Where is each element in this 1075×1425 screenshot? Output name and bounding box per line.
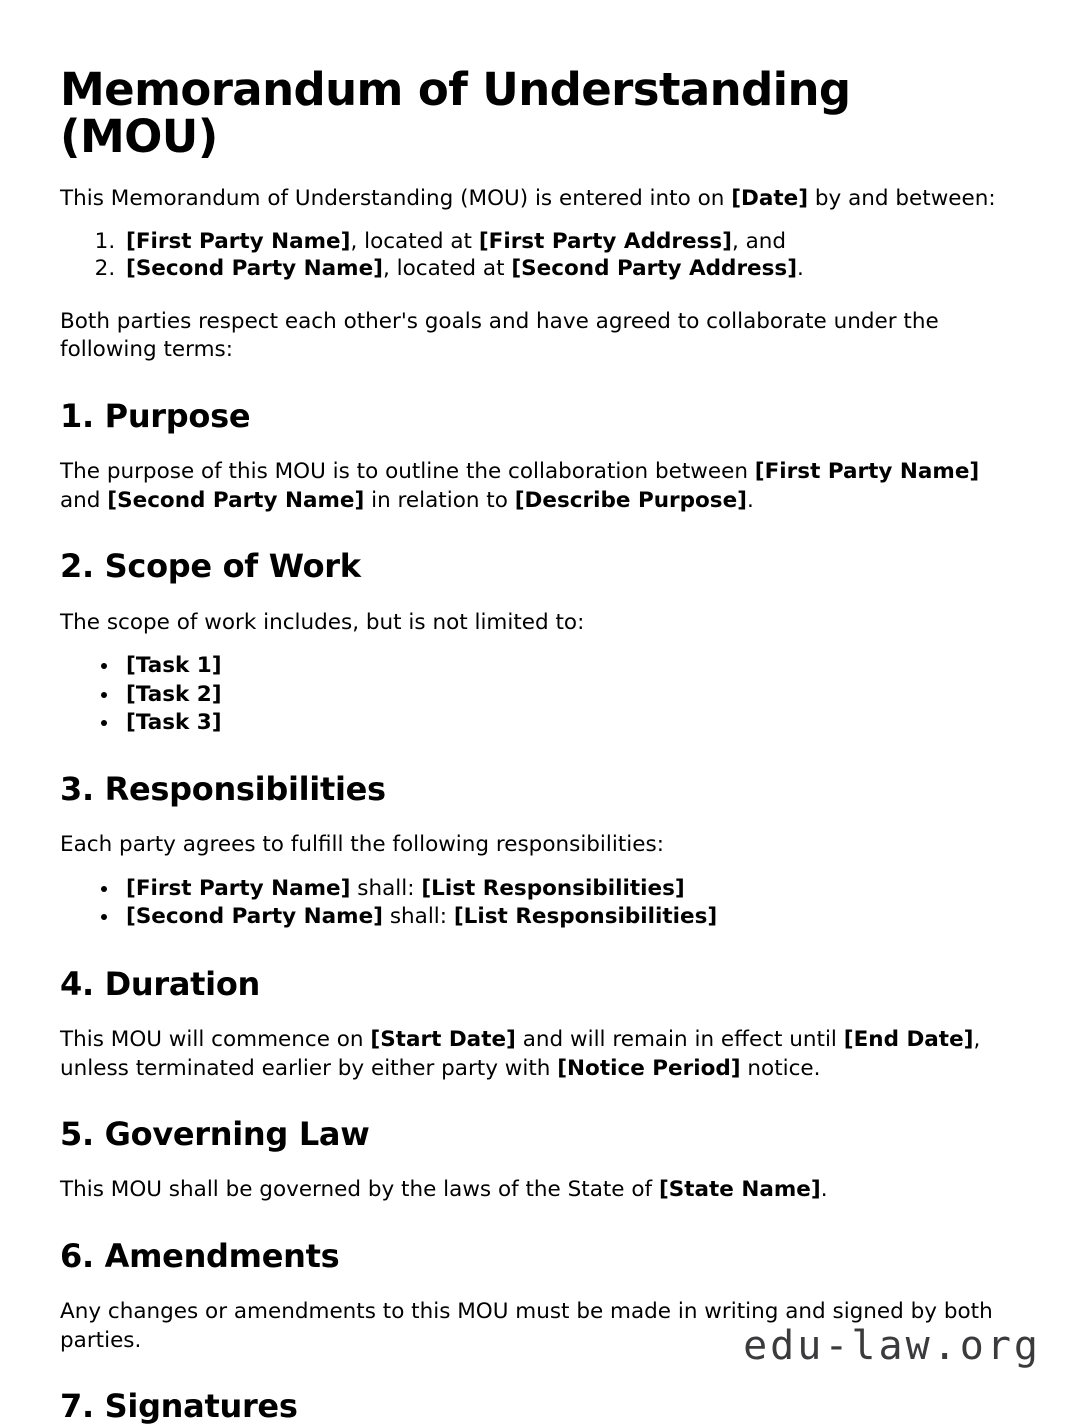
intro-text-before-date: This Memorandum of Understanding (MOU) is entered into on	[60, 185, 732, 211]
task-placeholder: [Task 3]	[126, 709, 222, 735]
scope-lead-paragraph: The scope of work includes, but is not limited to:	[60, 609, 585, 635]
section-heading-responsibilities: 3. Responsibilities	[60, 770, 386, 809]
party-name: [First Party Name]	[126, 876, 351, 902]
responsibilities-list	[60, 860, 1012, 930]
date-placeholder: [Date]	[731, 185, 809, 211]
governing-law-text-2: .	[820, 1177, 828, 1203]
shall-text: shall:	[350, 876, 422, 902]
list-item	[122, 229, 1012, 254]
section-heading-signatures: 7. Signatures	[60, 1387, 298, 1425]
site-watermark: edu-law.org	[743, 1323, 1041, 1369]
list-item	[120, 682, 1012, 707]
party-located-at: , located at	[382, 256, 512, 282]
duration-text-1: This MOU will commence on	[60, 1026, 371, 1052]
describe-purpose-placeholder: [Describe Purpose]	[514, 487, 747, 513]
party-name: [Second Party Name]	[126, 256, 383, 282]
party-address: [Second Party Address]	[511, 256, 798, 282]
scope-task-list	[60, 637, 1012, 735]
end-date-placeholder: [End Date]	[843, 1026, 974, 1052]
amendments-paragraph: Any changes or amendments to this MOU must be made in writing and signed by both parties.	[60, 1299, 993, 1353]
party-name: [First Party Name]	[126, 229, 351, 255]
purpose-text-2: and	[60, 487, 108, 513]
section-heading-scope-of-work: 2. Scope of Work	[60, 547, 361, 586]
responsibilities-lead-paragraph: Each party agrees to fulfill the following responsibilities:	[60, 832, 664, 858]
first-party-placeholder: [First Party Name]	[754, 459, 980, 485]
shall-text: shall:	[382, 904, 454, 930]
document-page	[60, 0, 1012, 1424]
duration-text-3: , unless terminated earlier by either party with	[60, 1026, 981, 1081]
intro-paragraph	[60, 161, 1012, 214]
list-item	[120, 904, 1012, 929]
start-date-placeholder: [Start Date]	[370, 1026, 516, 1052]
party-located-at: , located at	[350, 229, 479, 255]
parties-list	[60, 213, 1012, 282]
list-item	[120, 653, 1012, 678]
party-suffix: , and	[731, 229, 787, 255]
section-heading-purpose: 1. Purpose	[60, 397, 251, 435]
preamble-paragraph: Both parties respect each other's goals and have agreed to collaborate under the following terms:	[60, 308, 939, 363]
party-address: [First Party Address]	[478, 229, 732, 255]
list-item	[122, 256, 1012, 281]
purpose-text-1: The purpose of this MOU is to outline the collaboration between	[60, 459, 755, 485]
section-heading-duration: 4. Duration	[60, 964, 261, 1003]
governing-law-paragraph	[60, 1152, 1012, 1205]
list-item	[120, 876, 1012, 901]
governing-law-text-1: This MOU shall be governed by the laws of the State of	[60, 1177, 659, 1203]
section-heading-governing-law: 5. Governing Law	[60, 1115, 370, 1154]
section-heading-amendments: 6. Amendments	[60, 1236, 340, 1275]
purpose-paragraph	[60, 434, 1012, 515]
purpose-text-4: .	[747, 487, 754, 513]
party-name: [Second Party Name]	[126, 904, 383, 930]
duration-text-4: notice.	[740, 1055, 821, 1081]
party-suffix: .	[797, 256, 804, 282]
responsibilities-placeholder: [List Responsibilities]	[453, 904, 718, 930]
duration-text-2: and will remain in effect until	[515, 1026, 844, 1052]
state-name-placeholder: [State Name]	[658, 1177, 821, 1203]
intro-text-after-date: by and between:	[808, 185, 996, 211]
responsibilities-placeholder: [List Responsibilities]	[421, 876, 685, 902]
purpose-text-3: in relation to	[364, 487, 515, 513]
task-placeholder: [Task 1]	[126, 653, 222, 679]
second-party-placeholder: [Second Party Name]	[107, 487, 365, 513]
notice-period-placeholder: [Notice Period]	[557, 1055, 741, 1081]
list-item	[120, 710, 1012, 735]
task-placeholder: [Task 2]	[126, 681, 222, 707]
duration-paragraph	[60, 1002, 1012, 1083]
page-title: Memorandum of Understanding (MOU)	[60, 63, 851, 164]
